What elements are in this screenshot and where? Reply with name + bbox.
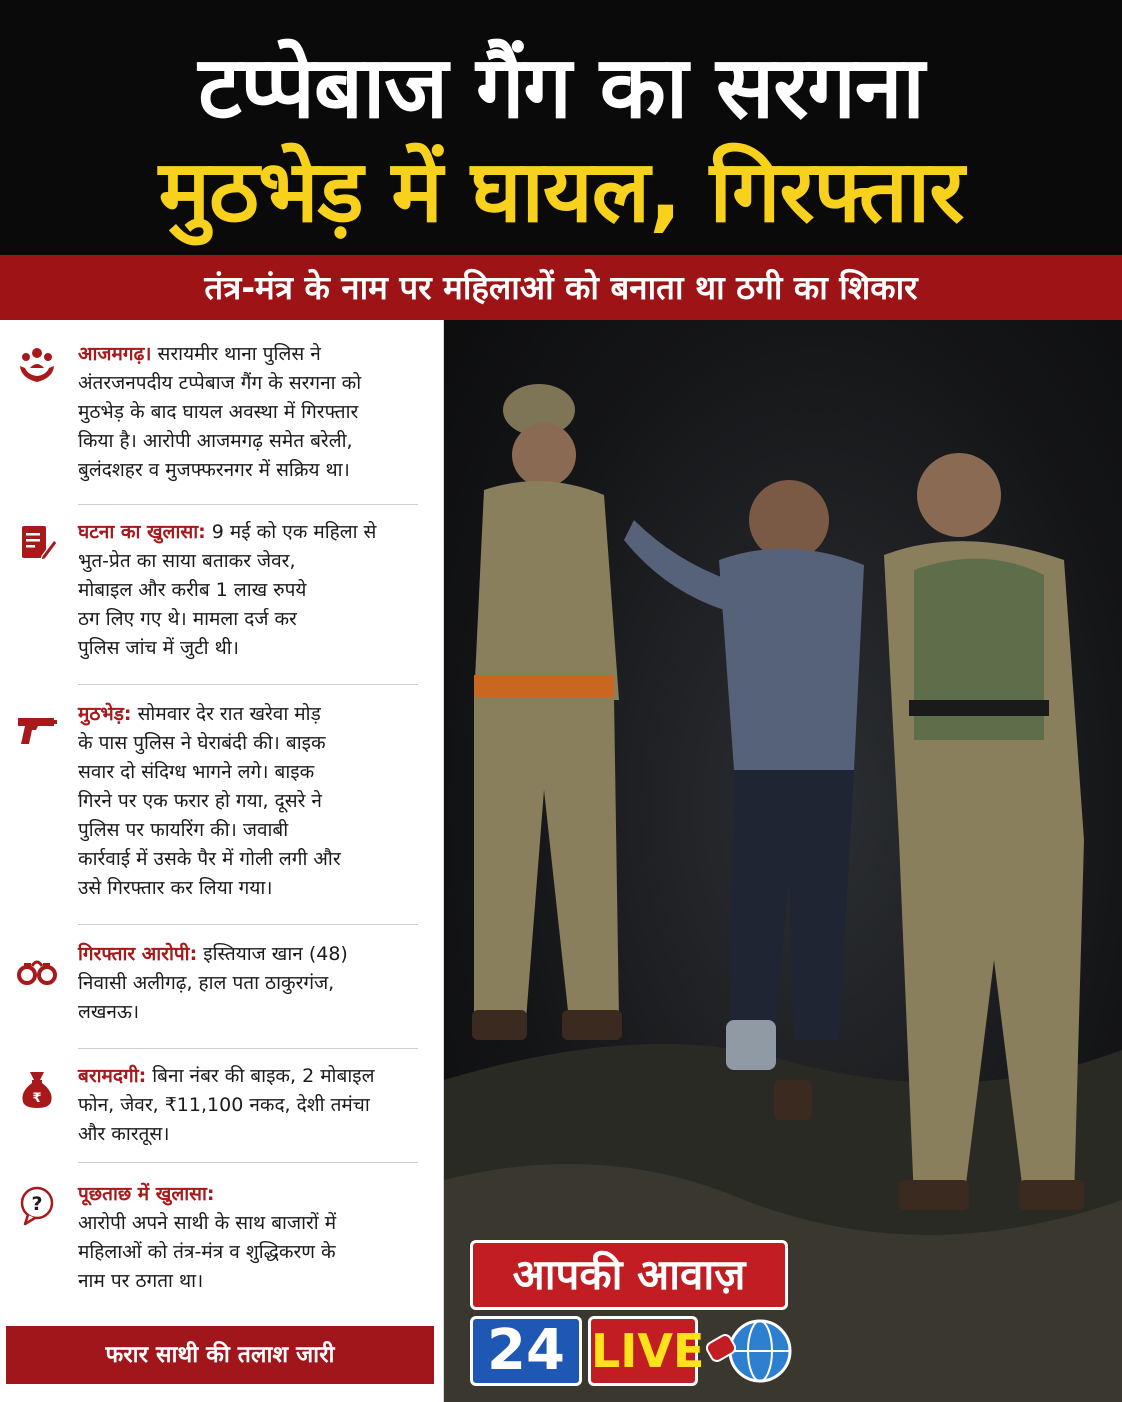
footer-banner: फरार साथी की तलाश जारी (6, 1326, 434, 1384)
item-line: लखनऊ। (78, 1001, 140, 1023)
story-item-text (78, 1180, 432, 1296)
suspect-center (624, 480, 864, 1120)
item-line: ठग लिए गए थे। मामला दर्ज कर (78, 608, 297, 630)
item-line: के पास पुलिस ने घेराबंदी की। बाइक (78, 732, 326, 754)
divider (78, 1048, 418, 1049)
subheadline: तंत्र-मंत्र के नाम पर महिलाओं को बनाता था ठगी का शिकार (0, 255, 1122, 320)
item-line: सोमवार देर रात खरेवा मोड़ (137, 703, 321, 725)
svg-text:₹: ₹ (32, 1091, 42, 1106)
header (0, 0, 1122, 255)
item-line: 9 मई को एक महिला से (211, 521, 377, 543)
story-item-text (78, 940, 432, 1027)
item-line: आरोपी अपने साथी के साथ बाजारों में (78, 1212, 337, 1234)
divider (78, 1162, 418, 1163)
story-column (0, 320, 444, 1402)
officer-left (472, 384, 622, 1040)
item-line: पुलिस जांच में जुटी थी। (78, 637, 239, 659)
item-line: गिरने पर एक फरार हो गया, दूसरे ने (78, 790, 322, 812)
item-line: सरायमीर थाना पुलिस ने (157, 343, 321, 365)
headline-line-2: मुठभेड़ में घायल, गिरफ्तार (158, 142, 964, 242)
item-line: अंतरजनपदीय टप्पेबाज गैंग के सरगना को (78, 372, 362, 394)
document-pen-icon (16, 522, 58, 564)
item-line: और कारतूस। (78, 1123, 170, 1145)
logo-number: 24 (470, 1316, 582, 1386)
headline-line-1: टप्पेबाज गैंग का सरगना (198, 38, 924, 138)
item-line: निवासी अलीगढ़, हाल पता ठाकुरगंज, (78, 972, 335, 994)
handcuffs-icon (16, 948, 58, 990)
item-line: सवार दो संदिग्ध भागने लगे। बाइक (78, 761, 315, 783)
item-line: मोबाइल और करीब 1 लाख रुपये (78, 579, 307, 601)
item-line: भुत-प्रेत का साया बताकर जेवर, (78, 550, 296, 572)
item-line: इस्तियाज खान (48) (203, 943, 348, 965)
story-item-text (78, 518, 432, 663)
item-line: बुलंदशहर व मुजफ्फरनगर में सक्रिय था। (78, 459, 350, 481)
channel-logo (470, 1240, 800, 1388)
item-line: फोन, जेवर, ₹11,100 नकद, देशी तमंचा (78, 1094, 370, 1116)
item-title: घटना का खुलासा: (78, 521, 206, 543)
logo-live: LIVE (588, 1316, 698, 1386)
story-item-text (78, 1062, 432, 1149)
item-title: गिरफ्तार आरोपी: (78, 943, 198, 965)
item-line: कार्रवाई में उसके पैर में गोली लगी और (78, 848, 341, 870)
item-title: पूछताछ में खुलासा: (78, 1183, 215, 1205)
divider (78, 504, 418, 505)
item-line: किया है। आरोपी आजमगढ़ समेत बरेली, (78, 430, 353, 452)
item-title: आजमगढ़। (78, 343, 152, 365)
story-item-text (78, 700, 432, 903)
people-hands-icon (16, 344, 58, 386)
svg-text:?: ? (31, 1193, 43, 1215)
item-line: पुलिस पर फायरिंग की। जवाबी (78, 819, 289, 841)
item-title: बरामदगी: (78, 1065, 147, 1087)
story-item-text (78, 340, 432, 485)
divider (78, 684, 418, 685)
item-line: नाम पर ठगता था। (78, 1270, 204, 1292)
logo-title: आपकी आवाज़ (470, 1240, 788, 1310)
pistol-icon (16, 708, 58, 750)
item-line: मुठभेड़ के बाद घायल अवस्था में गिरफ्तार (78, 401, 359, 423)
item-line: बिना नंबर की बाइक, 2 मोबाइल (152, 1065, 375, 1087)
divider (78, 924, 418, 925)
question-bubble-icon (16, 1184, 58, 1226)
item-line: महिलाओं को तंत्र-मंत्र व शुद्धिकरण के (78, 1241, 336, 1263)
globe-mic-icon (702, 1316, 798, 1386)
item-title: मुठभेड़: (78, 703, 132, 725)
money-bag-icon (16, 1068, 58, 1110)
item-line: उसे गिरफ्तार कर लिया गया। (78, 877, 273, 899)
